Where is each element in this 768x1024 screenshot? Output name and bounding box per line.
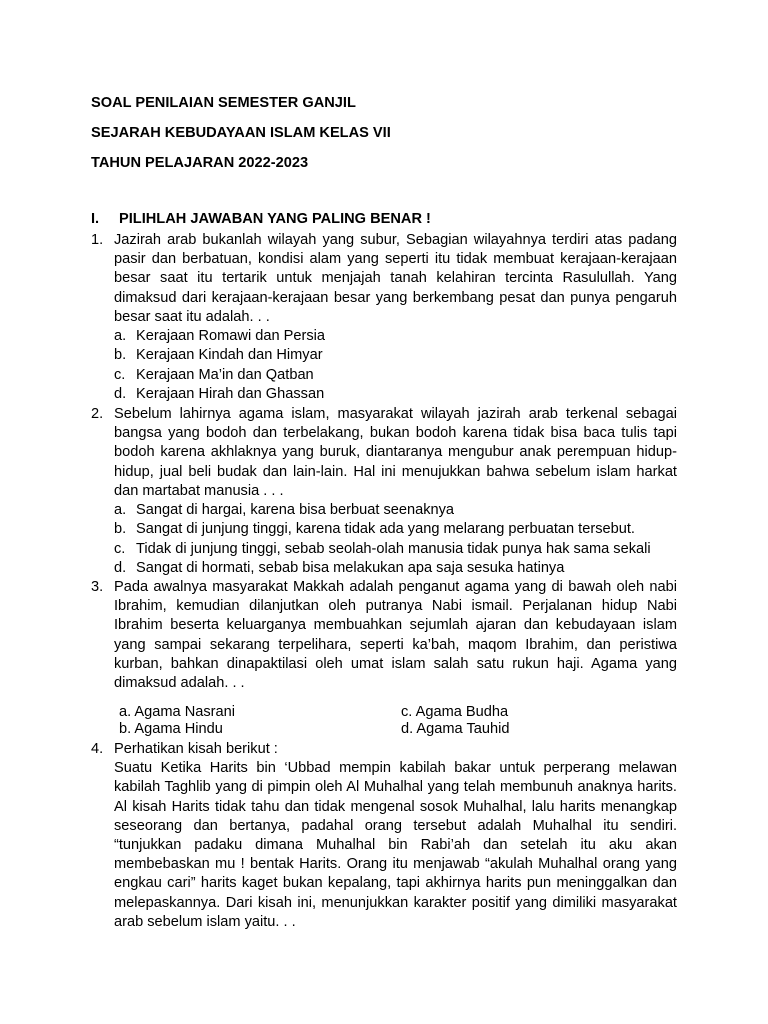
answer-option[interactable]	[114, 366, 677, 385]
option-letter: a.	[114, 328, 127, 345]
question-number: 4.	[91, 741, 104, 757]
answer-option[interactable]	[119, 704, 401, 721]
section-title: PILIHLAH JAWABAN YANG PALING BENAR !	[119, 211, 431, 227]
question-4	[91, 740, 677, 932]
option-letter: c.	[114, 540, 126, 557]
answer-option[interactable]	[114, 385, 677, 404]
answer-option[interactable]	[114, 520, 677, 539]
option-text: Kerajaan Ma’in dan Qatban	[136, 366, 314, 383]
option-letter: c.	[114, 366, 126, 383]
option-letter: d.	[401, 721, 414, 738]
option-letter: d.	[114, 386, 127, 403]
option-text: Kerajaan Hirah dan Ghassan	[136, 386, 325, 403]
option-text: Tidak di junjung tinggi, sebab seolah-olah manusia tidak punya hak sama sekali	[136, 540, 651, 557]
question-number: 3.	[91, 579, 104, 595]
document-subject: SEJARAH KEBUDAYAAN ISLAM KELAS VII	[91, 125, 391, 141]
question-number: 2.	[91, 406, 104, 422]
section-heading	[91, 210, 431, 229]
document-year: TAHUN PELAJARAN 2022-2023	[91, 155, 309, 171]
option-text: Kerajaan Kindah dan Himyar	[136, 347, 323, 364]
option-letter: b.	[119, 721, 132, 738]
answer-option[interactable]	[401, 721, 601, 738]
answer-option[interactable]	[114, 346, 677, 365]
question-3	[91, 578, 677, 738]
option-letter: d.	[114, 560, 127, 577]
option-text: Agama Nasrani	[134, 704, 236, 721]
option-text: Kerajaan Romawi dan Persia	[136, 328, 326, 345]
option-letter: c.	[401, 704, 413, 721]
option-letter: b.	[114, 521, 127, 538]
option-letter: a.	[119, 704, 132, 721]
option-text: Agama Tauhid	[416, 721, 510, 738]
answer-option[interactable]	[401, 704, 601, 721]
answer-option[interactable]	[119, 721, 401, 738]
section-number: I.	[91, 211, 100, 227]
answer-option[interactable]	[114, 327, 677, 346]
option-text: Agama Budha	[415, 704, 509, 721]
option-text: Sangat di junjung tinggi, karena tidak ada yang melarang perbuatan tersebut.	[136, 521, 635, 538]
option-letter: b.	[114, 347, 127, 364]
answer-options-grid	[114, 704, 677, 738]
option-text: Sangat di hormati, sebab bisa melakukan apa saja sesuka hatinya	[136, 560, 565, 577]
option-letter: a.	[114, 502, 127, 519]
answer-option[interactable]	[114, 540, 677, 559]
answer-option[interactable]	[114, 559, 677, 578]
question-text: Jazirah arab bukanlah wilayah yang subur, Sebagian wilayahnya terdiri atas padang pasir dan berbatuan, kondisi alam yang seperti itu tidak membuat kerajaan-kerajaan besar saat itu tertarik untuk menjajah tanah kelahiran tercinta Rasulullah. Yang dimaksud dari kerajaan-kerajaan besar yang berkembang pesat dan punya pengaruh besar saat itu adalah. . .	[114, 232, 677, 325]
document-title: SOAL PENILAIAN SEMESTER GANJIL	[91, 95, 356, 111]
question-number: 1.	[91, 232, 104, 248]
question-text: Pada awalnya masyarakat Makkah adalah penganut agama yang di bawah oleh nabi Ibrahim, kemudian dilanjutkan oleh putranya Nabi ismail. Perjalanan hidup Nabi Ibrahim beserta keluarganya membuahkan sejumlah ajaran dan kebudayaan islam yang sampai sekarang terpelihara, seperti ka’bah, maqom Ibrahim, dan peristiwa kurban, bahkan dinapaktilasi oleh umat islam salah satu rukun haji. Agama yang dimaksud adalah. . .	[114, 579, 677, 692]
story-text: Suatu Ketika Harits bin ‘Ubbad mempin kabilah bakar untuk perperang melawan kabilah Taghlib yang di pimpin oleh Al Muhalhal yang telah membunuh anaknya harits. Al kisah Harits tidak tahu dan tidak mengenal sosok Muhalhal, lalu harits menangkap seseorang dan bertanya, padahal orang tersebut adalah Muhalhal itu sendiri. “tunjukkan padaku dimana Muhalhal bin Rabi’ah dan setelah itu aku akan membebaskan mu ! bentak Harits. Orang itu menjawab “akulah Muhalhal orang yang engkau cari” harits kaget bukan kepalang, tapi akhirnya harits pun meninggalkan dan melepaskannya. Dari kisah ini, menunjukkan karakter positif yang dimiliki masyarakat arab sebelum islam yaitu. . .	[114, 760, 677, 930]
option-text: Sangat di hargai, karena bisa berbuat seenaknya	[136, 502, 455, 519]
option-text: Agama Hindu	[134, 721, 223, 738]
question-2	[91, 405, 677, 579]
question-1	[91, 231, 677, 405]
answer-option[interactable]	[114, 501, 677, 520]
question-text: Sebelum lahirnya agama islam, masyarakat wilayah jazirah arab terkenal sebagai bangsa yang bodoh dan terbelakang, bukan bodoh karena tidak bisa baca tulis tapi bodoh karena akhlaknya yang buruk, diantaranya mengubur anak perempuan hidup-hidup, jual beli budak dan lain-lain. Hal ini menujukkan bahwa sebelum islam harkat dan martabat manusia . . .	[114, 406, 677, 499]
question-text: Perhatikan kisah berikut :	[114, 741, 278, 757]
